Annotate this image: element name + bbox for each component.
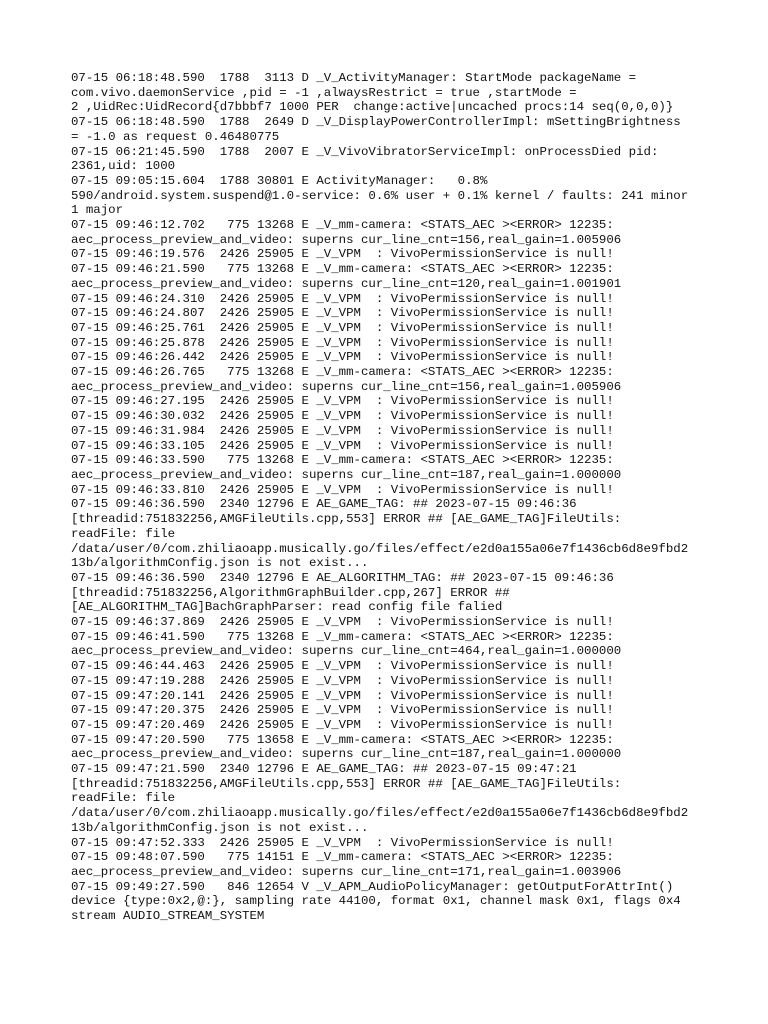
log-line: 07-15 09:46:33.105 2426 25905 E _V_VPM : VivoPermissionService is null! (71, 438, 614, 453)
log-line: [threadid:751832256,AMGFileUtils.cpp,553] ERROR ## [AE_GAME_TAG]FileUtils: (71, 776, 622, 791)
log-line: 07-15 09:47:20.375 2426 25905 E _V_VPM : VivoPermissionService is null! (71, 703, 614, 718)
log-line: [threadid:751832256,AMGFileUtils.cpp,553] ERROR ## [AE_GAME_TAG]FileUtils: (71, 512, 622, 527)
log-line: 07-15 06:21:45.590 1788 2007 E _V_VivoVibratorServiceImpl: onProcessDied pid: (71, 144, 659, 159)
log-line: 07-15 06:18:48.590 1788 2649 D _V_DisplayPowerControllerImpl: mSettingBrightness (71, 115, 681, 130)
log-text-block (71, 71, 711, 924)
log-line: 1 major (71, 203, 124, 218)
log-line: 07-15 09:46:33.590 775 13268 E _V_mm-camera: <STATS_AEC ><ERROR> 12235: (71, 453, 614, 468)
log-line: 13b/algorithmConfig.json is not exist... (71, 820, 369, 835)
log-line: 07-15 09:46:25.761 2426 25905 E _V_VPM : VivoPermissionService is null! (71, 320, 614, 335)
log-line: 07-15 09:49:27.590 846 12654 V _V_APM_AudioPolicyManager: getOutputForAttrInt() (71, 879, 674, 894)
log-line: 07-15 09:46:41.590 775 13268 E _V_mm-camera: <STATS_AEC ><ERROR> 12235: (71, 629, 614, 644)
log-line: 07-15 09:46:12.702 775 13268 E _V_mm-camera: <STATS_AEC ><ERROR> 12235: (71, 218, 614, 233)
log-line: 07-15 09:46:37.869 2426 25905 E _V_VPM : VivoPermissionService is null! (71, 615, 614, 630)
log-line: 07-15 09:46:21.590 775 13268 E _V_mm-camera: <STATS_AEC ><ERROR> 12235: (71, 262, 614, 277)
log-line: /data/user/0/com.zhiliaoapp.musically.go/files/effect/e2d0a155a06e7f1436cb6d8e9fbd2 (71, 806, 689, 821)
log-line: 07-15 09:46:30.032 2426 25905 E _V_VPM : VivoPermissionService is null! (71, 409, 614, 424)
log-line: stream AUDIO_STREAM_SYSTEM (71, 909, 265, 924)
log-line: 07-15 09:46:33.810 2426 25905 E _V_VPM : VivoPermissionService is null! (71, 482, 614, 497)
log-line: com.vivo.daemonService ,pid = -1 ,alwaysRestrict = true ,startMode = (71, 85, 577, 100)
log-line: 07-15 09:46:24.807 2426 25905 E _V_VPM : VivoPermissionService is null! (71, 306, 614, 321)
log-line: 13b/algorithmConfig.json is not exist... (71, 556, 369, 571)
log-line: 07-15 09:47:20.141 2426 25905 E _V_VPM : VivoPermissionService is null! (71, 688, 614, 703)
log-line: [AE_ALGORITHM_TAG]BachGraphParser: read config file falied (71, 600, 503, 615)
log-line: 07-15 09:47:19.288 2426 25905 E _V_VPM : VivoPermissionService is null! (71, 673, 614, 688)
log-line: 07-15 09:46:26.765 775 13268 E _V_mm-camera: <STATS_AEC ><ERROR> 12235: (71, 365, 614, 380)
log-line: 07-15 09:48:07.590 775 14151 E _V_mm-camera: <STATS_AEC ><ERROR> 12235: (71, 850, 614, 865)
log-line: [threadid:751832256,AlgorithmGraphBuilder.cpp,267] ERROR ## (71, 585, 510, 600)
log-line: 07-15 09:46:26.442 2426 25905 E _V_VPM : VivoPermissionService is null! (71, 350, 614, 365)
log-line: 07-15 09:47:52.333 2426 25905 E _V_VPM : VivoPermissionService is null! (71, 835, 614, 850)
log-line: 07-15 06:18:48.590 1788 3113 D _V_ActivityManager: StartMode packageName = (71, 71, 637, 85)
log-line: /data/user/0/com.zhiliaoapp.musically.go/files/effect/e2d0a155a06e7f1436cb6d8e9fbd2 (71, 541, 689, 556)
log-line: readFile: file (71, 791, 176, 806)
log-line: aec_process_preview_and_video: superns cur_line_cnt=156,real_gain=1.005906 (71, 232, 622, 247)
log-line: 07-15 09:46:27.195 2426 25905 E _V_VPM : VivoPermissionService is null! (71, 394, 614, 409)
log-line: 2 ,UidRec:UidRecord{d7bbbf7 1000 PER change:active|uncached procs:14 seq(0,0,0)} (71, 100, 674, 115)
log-line: aec_process_preview_and_video: superns cur_line_cnt=171,real_gain=1.003906 (71, 864, 622, 879)
log-line: aec_process_preview_and_video: superns cur_line_cnt=187,real_gain=1.000000 (71, 467, 622, 482)
log-line: 07-15 09:46:44.463 2426 25905 E _V_VPM : VivoPermissionService is null! (71, 659, 614, 674)
log-line: 07-15 09:46:24.310 2426 25905 E _V_VPM : VivoPermissionService is null! (71, 291, 614, 306)
log-line: = -1.0 as request 0.46480775 (71, 129, 280, 144)
log-line: 2361,uid: 1000 (71, 159, 176, 174)
log-line: 07-15 09:46:25.878 2426 25905 E _V_VPM : VivoPermissionService is null! (71, 335, 614, 350)
log-line: aec_process_preview_and_video: superns cur_line_cnt=464,real_gain=1.000000 (71, 644, 622, 659)
log-line: 07-15 09:47:20.590 775 13658 E _V_mm-camera: <STATS_AEC ><ERROR> 12235: (71, 732, 614, 747)
log-line: readFile: file (71, 526, 176, 541)
log-line: 07-15 09:05:15.604 1788 30801 E ActivityManager: 0.8% (71, 173, 488, 188)
log-line: 07-15 09:47:20.469 2426 25905 E _V_VPM : VivoPermissionService is null! (71, 717, 614, 732)
log-line: 07-15 09:46:19.576 2426 25905 E _V_VPM : VivoPermissionService is null! (71, 247, 614, 262)
log-line: 07-15 09:46:36.590 2340 12796 E AE_ALGORITHM_TAG: ## 2023-07-15 09:46:36 (71, 570, 614, 585)
log-line: 590/android.system.suspend@1.0-service: 0.6% user + 0.1% kernel / faults: 241 minor (71, 188, 689, 203)
log-line: device {type:0x2,@:}, sampling rate 44100, format 0x1, channel mask 0x1, flags 0x4 (71, 894, 681, 909)
log-line: aec_process_preview_and_video: superns cur_line_cnt=187,real_gain=1.000000 (71, 747, 622, 762)
log-line: 07-15 09:47:21.590 2340 12796 E AE_GAME_TAG: ## 2023-07-15 09:47:21 (71, 762, 577, 777)
log-line: aec_process_preview_and_video: superns cur_line_cnt=120,real_gain=1.001901 (71, 276, 622, 291)
log-line: 07-15 09:46:36.590 2340 12796 E AE_GAME_TAG: ## 2023-07-15 09:46:36 (71, 497, 577, 512)
log-line: 07-15 09:46:31.984 2426 25905 E _V_VPM : VivoPermissionService is null! (71, 423, 614, 438)
log-line: aec_process_preview_and_video: superns cur_line_cnt=156,real_gain=1.005906 (71, 379, 622, 394)
